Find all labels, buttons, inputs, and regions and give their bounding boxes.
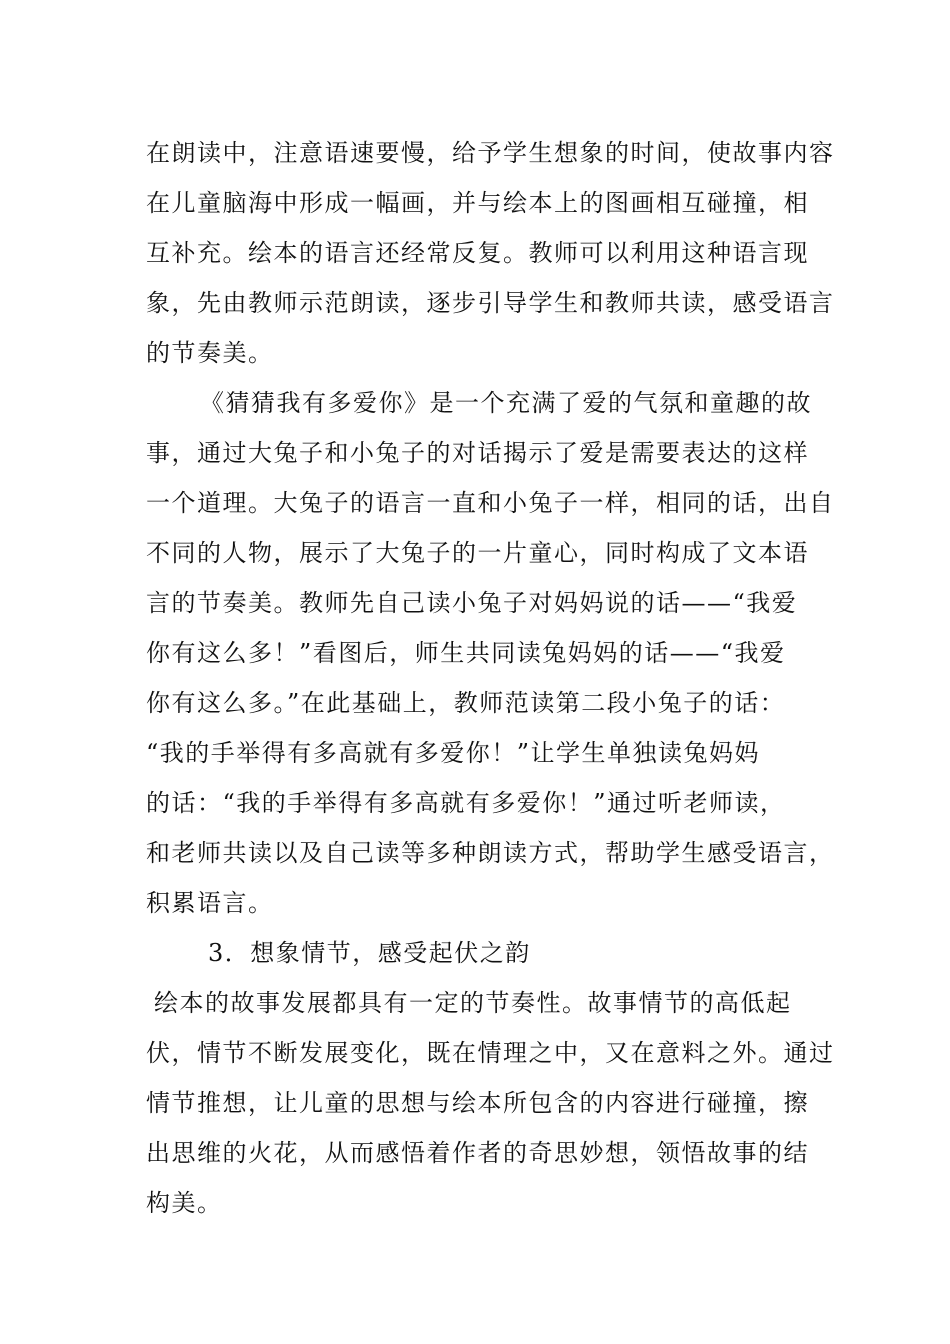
text-line: 事，通过大兔子和小兔子的对话揭示了爱是需要表达的这样	[146, 439, 809, 467]
paragraph-reading-pace	[146, 128, 835, 378]
paragraph-guess-how-much	[146, 378, 835, 928]
text-line: 互补充。绘本的语言还经常反复。教师可以利用这种语言现	[146, 239, 809, 267]
text-line: 一个道理。大兔子的语言一直和小兔子一样，相同的话，出自	[146, 489, 835, 517]
text-line: 绘本的故事发展都具有一定的节奏性。故事情节的高低起	[154, 989, 792, 1017]
text-line: 在儿童脑海中形成一幅画，并与绘本上的图画相互碰撞，相	[146, 189, 809, 217]
text-line: 你有这么多。”在此基础上，教师范读第二段小兔子的话：	[146, 689, 786, 717]
text-line: 言的节奏美。教师先自己读小兔子对妈妈说的话——“我爱	[146, 589, 798, 617]
paragraph-plot-imagination	[146, 978, 835, 1228]
text-line: 构美。	[146, 1189, 223, 1217]
text-line: 不同的人物，展示了大兔子的一片童心，同时构成了文本语	[146, 539, 809, 567]
text-line: 和老师共读以及自己读等多种朗读方式，帮助学生感受语言，	[146, 839, 835, 867]
text-line: 你有这么多！”看图后，师生共同读兔妈妈的话——“我爱	[146, 639, 786, 667]
text-line: 《猜猜我有多爱你》是一个充满了爱的气氛和童趣的故	[200, 389, 812, 417]
document-page	[146, 128, 835, 1228]
text-line: 积累语言。	[146, 889, 274, 917]
text-line: 出思维的火花，从而感悟着作者的奇思妙想，领悟故事的结	[146, 1139, 809, 1167]
section-heading: 3．想象情节，感受起伏之韵	[208, 939, 531, 967]
text-line: 的节奏美。	[146, 339, 274, 367]
text-line: 在朗读中，注意语速要慢，给予学生想象的时间，使故事内容	[146, 139, 835, 167]
text-line: “我的手举得有多高就有多爱你！”让学生单独读兔妈妈	[146, 739, 761, 767]
text-line: 象，先由教师示范朗读，逐步引导学生和教师共读，感受语言	[146, 289, 835, 317]
text-line: 情节推想，让儿童的思想与绘本所包含的内容进行碰撞，擦	[146, 1089, 809, 1117]
text-line: 的话：“我的手举得有多高就有多爱你！”通过听老师读，	[146, 789, 786, 817]
text-line: 伏，情节不断发展变化，既在情理之中，又在意料之外。通过	[146, 1039, 835, 1067]
